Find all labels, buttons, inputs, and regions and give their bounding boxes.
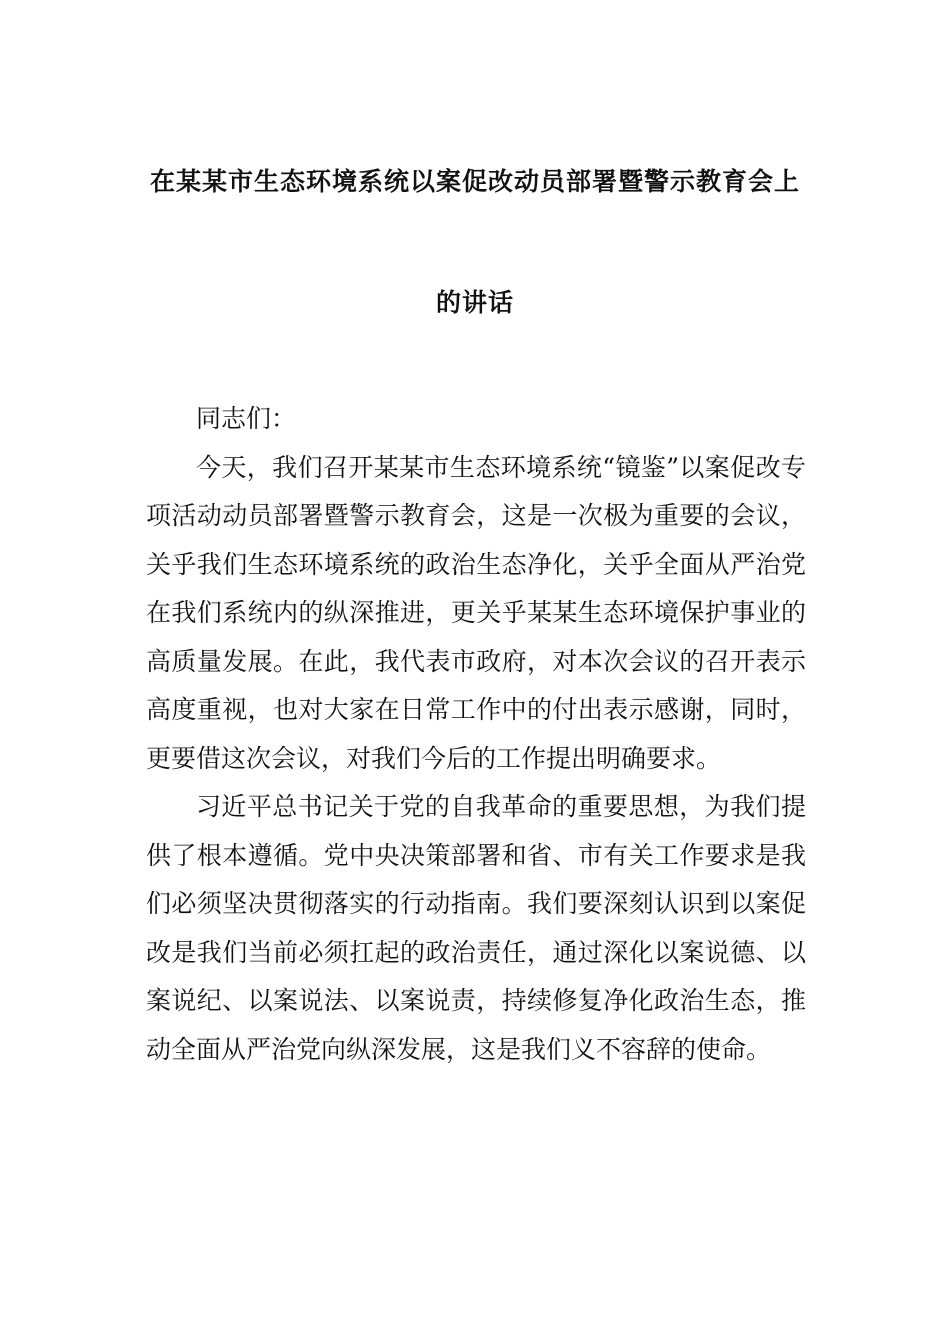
document-title-line-1: 在某某市生态环境系统以案促改动员部署暨警示教育会上 [149,167,800,196]
paragraph-2: 习近平总书记关于党的自我革命的重要思想，为我们提供了根本遵循。党中央决策部署和省、市有关工作要求是我们必须坚决贯彻落实的行动指南。我们要深刻认识到以案促改是我们当前必须扛起的政治责任，通过深化以案说德、以案说纪、以案说法、以案说责，持续修复净化政治生态，推动全面从严治党向纵深发展，这是我们义不容辞的使命。 [146,792,806,1064]
salutation: 同志们： [196,404,297,433]
document-title-line-2: 的讲话 [435,288,514,317]
paragraph-1: 今天，我们召开某某市生态环境系统“镜鉴”以案促改专项活动动员部署暨警示教育会，这是一次极为重要的会议，关乎我们生态环境系统的政治生态净化，关乎全面从严治党在我们系统内的纵深推进，更关乎某某生态环境保护事业的高质量发展。在此，我代表市政府，对本次会议的召开表示高度重视，也对大家在日常工作中的付出表示感谢，同时，更要借这次会议，对我们今后的工作提出明确要求。 [146,452,806,773]
document-body [146,395,806,1074]
